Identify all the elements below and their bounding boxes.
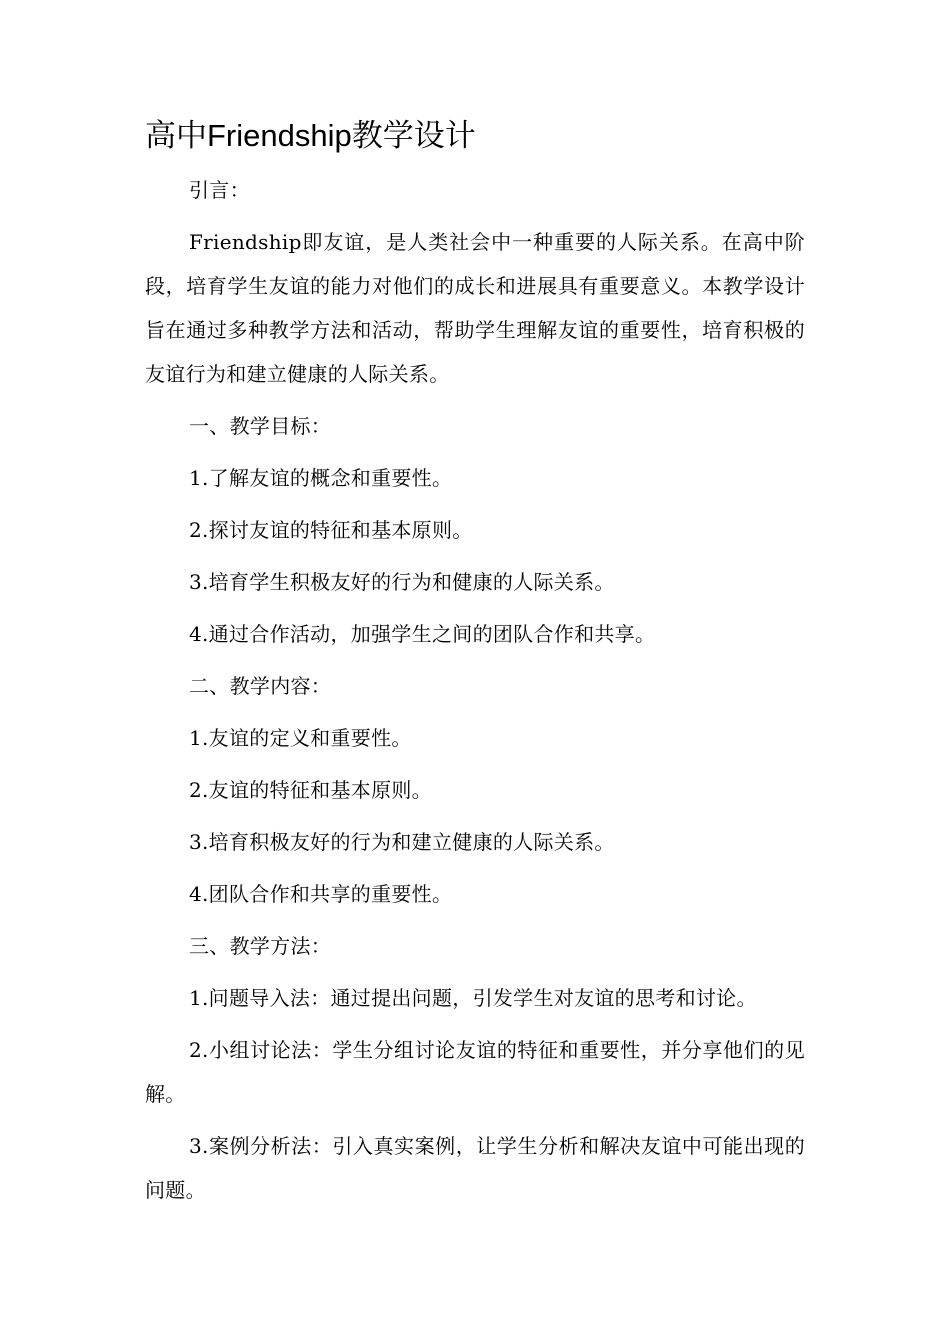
content-item: 4.团队合作和共享的重要性。 <box>189 882 453 906</box>
document-page <box>145 110 805 1220</box>
method-item: 3.案例分析法：引入真实案例，让学生分析和解决友谊中可能出现的问题。 <box>145 1134 805 1202</box>
method-item: 1.问题导入法：通过提出问题，引发学生对友谊的思考和讨论。 <box>189 986 757 1010</box>
goal-item: 1.了解友谊的概念和重要性。 <box>189 466 453 490</box>
section-heading-goals: 一、教学目标： <box>189 414 332 438</box>
section-heading-content: 二、教学内容： <box>189 674 332 698</box>
goal-item: 4.通过合作活动，加强学生之间的团队合作和共享。 <box>189 622 656 646</box>
document-title: 高中Friendship教学设计 <box>145 118 476 153</box>
content-item: 2.友谊的特征和基本原则。 <box>189 778 432 802</box>
content-item: 1.友谊的定义和重要性。 <box>189 726 412 750</box>
goal-item: 2.探讨友谊的特征和基本原则。 <box>189 518 473 542</box>
goal-item: 3.培育学生积极友好的行为和健康的人际关系。 <box>189 570 615 594</box>
section-heading-methods: 三、教学方法： <box>189 934 332 958</box>
content-item: 3.培育积极友好的行为和建立健康的人际关系。 <box>189 830 615 854</box>
intro-paragraph: Friendship即友谊，是人类社会中一种重要的人际关系。在高中阶段，培育学生友谊的能力对他们的成长和进展具有重要意义。本教学设计旨在通过多种教学方法和活动，帮助学生理解友谊的重要性，培育积极的友谊行为和建立健康的人际关系。 <box>145 230 805 386</box>
intro-heading: 引言： <box>189 178 250 202</box>
method-item: 2.小组讨论法：学生分组讨论友谊的特征和重要性，并分享他们的见解。 <box>145 1038 805 1106</box>
